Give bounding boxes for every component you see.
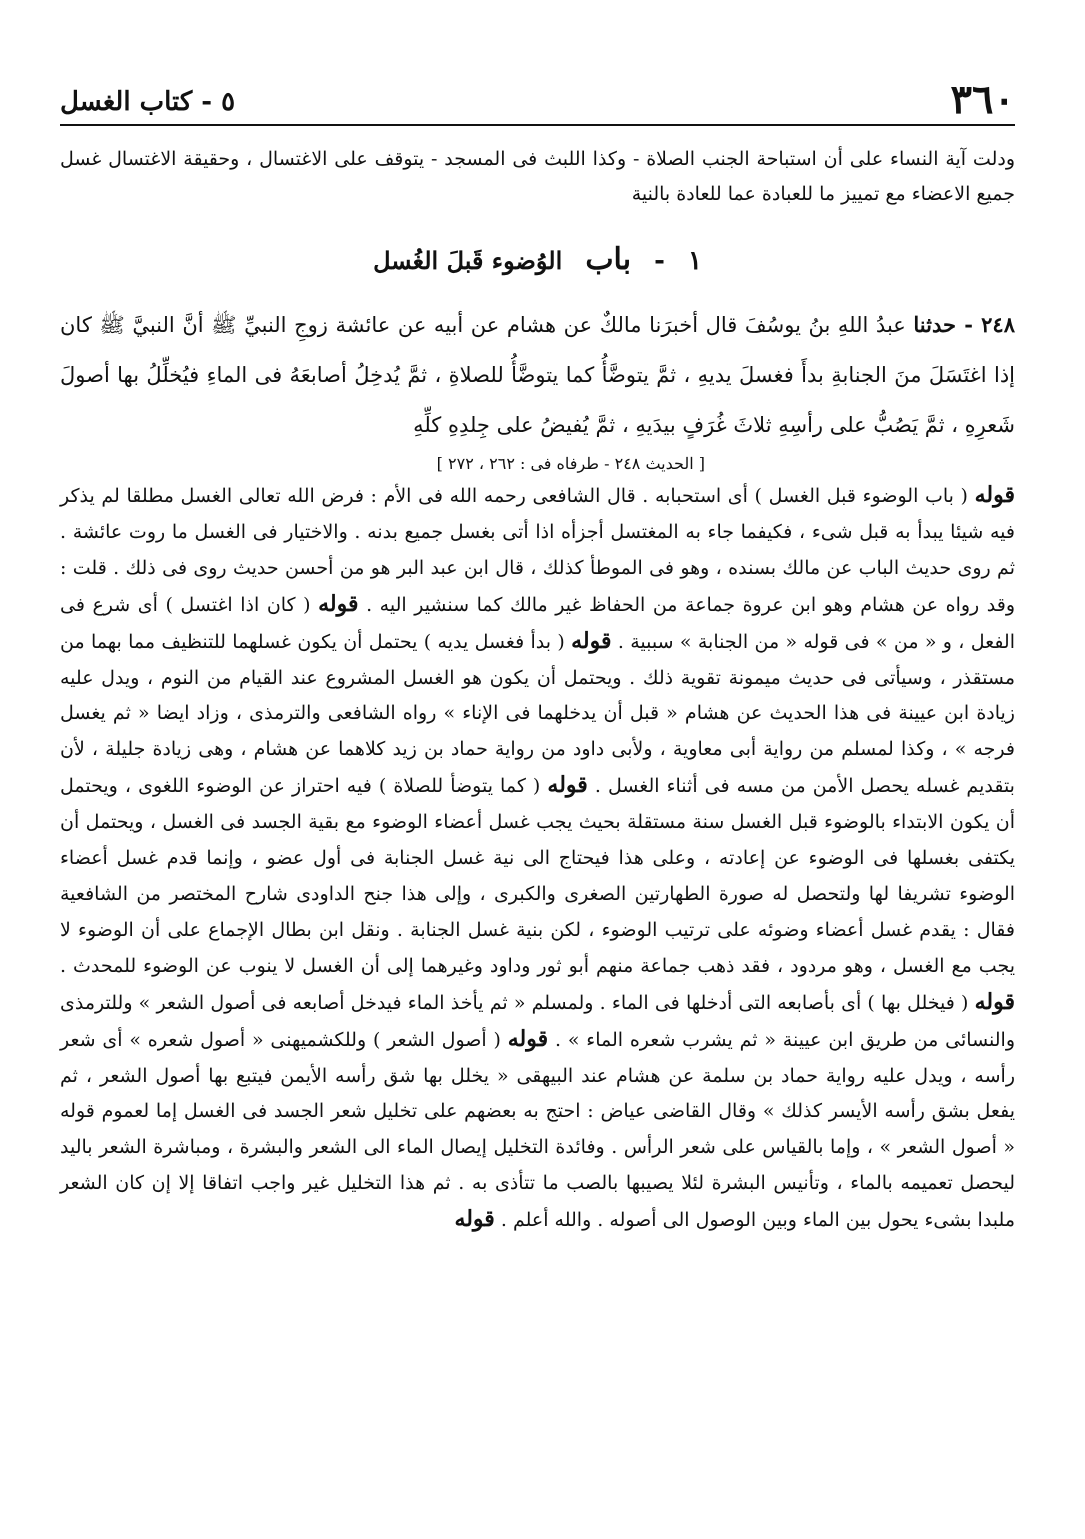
chapter-label: باب [585, 242, 632, 277]
chapter-title: الوُضوء قَبلَ الغُسل [373, 246, 563, 275]
page-header [60, 78, 1015, 126]
hadith-number: ٢٤٨ - حدثنا [913, 312, 1015, 337]
book-title: ٥ - كتاب الغسل [60, 87, 236, 117]
qawluh-marker: قوله [974, 988, 1015, 1015]
hadith-text-block [60, 300, 1015, 450]
intro-paragraph [60, 142, 1015, 212]
commentary-segment: ( فيخلل بها ) أى بأصابعه التى أدخلها فى الماء . ولمسلم « ثم يأخذ الماء فيدخل أصابعه فى أصول الشعر » وللترمذى والنسائى من طريق ابن عيينة « ثم يشرب شعره الماء » . [60, 991, 1016, 1051]
commentary-segment: ( أصول الشعر ) وللكشميهنى « أصول شعره » أى شعر رأسه ، ويدل عليه رواية حماد بن سلمة عن هشام عند البيهقى « يخلل بها شق رأسه الأيمن فيتبع بها أصول الشعر ، ثم يفعل بشق رأسه الأيسر كذلك » وقال القاضى عياض : احتج به بعضهم على تخليل شعر الجسد فى الغسل إما لعموم قوله « أصول الشعر » ، وإما بالقياس على شعر الرأس . وفائدة التخليل إيصال الماء الى الشعر والبشرة ، ومباشرة الشعر باليد ليحصل تعميمه بالماء ، وتأنيس البشرة لئلا يصيبها بالصب ما تتأذى به . ثم هذا التخليل غير واجب اتفاقا إلا إن كان الشعر ملبدا بشىء يحول بين الماء وبين الوصول الى أصوله . والله أعلم . [60, 1028, 1015, 1232]
trailing-qawluh: قوله [454, 1206, 495, 1233]
qawluh-marker: قوله [571, 627, 612, 654]
chapter-number: ١ [687, 246, 702, 276]
hadith-body: عبدُ اللهِ بنُ يوسُفَ قال أخبرَنا مالكٌ عن هشام عن أبيه عن عائشة زوجِ النبيِّ ﷺ أنَّ النبيَّ ﷺ كان إذا اغتَسَلَ منَ الجنابةِ بدأَ فغسلَ يديهِ ، ثمَّ يتوضَّأُ كما يتوضَّأُ للصلاةِ ، ثمَّ يُدخِلُ أصابعَهُ فى الماءِ فيُخلِّلُ بها أصولَ شَعرِهِ ، ثمَّ يَصُبُّ على رأسِهِ ثلاثَ غُرَفٍ بيدَيهِ ، ثمَّ يُفيضُ على جِلدِهِ كلِّهِ [60, 313, 1016, 437]
qawluh-marker: قوله [974, 482, 1015, 508]
chapter-dash: - [654, 246, 665, 276]
page-number: ٣٦٠ [950, 76, 1015, 123]
qawluh-marker: قوله [547, 772, 588, 799]
hadith-reference: [ الحديث ٢٤٨ - طرفاه فى : ٢٦٢ ، ٢٧٢ ] [436, 454, 705, 473]
intro-text: ودلت آية النساء على أن استباحة الجنب الصلاة - وكذا اللبث فى المسجد - يتوقف على الاغتسال ، وحقيقة الاغتسال غسل جميع الاعضاء مع تمييز ما للعبادة عما للعادة بالنية [60, 148, 1015, 205]
commentary-segment: ( كما يتوضأ للصلاة ) فيه احتراز عن الوضوء اللغوى ، ويحتمل أن يكون الابتداء بالوضوء قبل الغسل سنة مستقلة بحيث يجب غسل أعضاء الوضوء مع بقية الجسد فى الغسل ، ويحتمل أن يكتفى بغسلها فى الوضوء عن إعادته ، وعلى هذا فيحتاج الى نية غسل الجنابة فى أول عضو ، وإنما قدم غسل أعضاء الوضوء تشريفا لها ولتحصل له صورة الطهارتين الصغرى والكبرى ، وإلى هذا جنح الداودى شارح المختصر من الشافعية فقال : يقدم غسل أعضاء وضوئه على ترتيب الوضوء ، لكن بنية غسل الجنابة . ونقل ابن بطال الإجماع على أن الوضوء لا يجب مع الغسل ، وهو مردود ، فقد ذهب جماعة منهم أبو ثور وداود وغيرهما إلى أن الغسل لا ينوب عن الوضوء للمحدث . [60, 775, 1015, 977]
commentary-segment: ( كان اذا اغتسل ) أى شرع فى الفعل ، و « من » فى قوله « من الجنابة » سببية . [60, 593, 1016, 653]
commentary-segment: ( باب الوضوء قبل الغسل ) أى استحبابه . قال الشافعى رحمه الله فى الأم : فرض الله تعالى الغسل مطلقا لم يذكر فيه شيئا يبدأ به قبل شىء ، فكيفما جاء به المغتسل أجزأه اذا أتى بغسل جميع بدنه . والاختيار فى الغسل ما روت عائشة . ثم روى حديث الباب عن مالك بسنده ، وهو فى الموطأ كذلك ، قال ابن عبد البر هو من أحسن حديث روى فى ذلك . قلت : وقد رواه عن هشام وهو ابن عروة جماعة من الحفاظ غير مالك كما سنشير اليه . [60, 485, 1016, 616]
qawluh-marker: قوله [507, 1025, 549, 1052]
commentary-block [60, 478, 1015, 1239]
chapter-heading [60, 238, 1015, 282]
commentary-segment: ( بدأ فغسل يديه ) يحتمل أن يكون غسلهما للتنظيف مما بهما من مستقذر ، وسيأتى فى حديث ميمونة تقوية ذلك . ويحتمل أن يكون هو الغسل المشروع عند القيام من النوم ، ويدل عليه زيادة ابن عيينة فى هذا الحديث عن هشام « قبل أن يدخلهما فى الإناء » رواه الشافعى والترمذى ، وزاد ايضا « ثم يغسل فرجه » ، وكذا لمسلم من رواية أبى معاوية ، ولأبى داود من رواية حماد بن زيد كلاهما عن هشام ، وهى زيادة جليلة ، لأن بتقديم غسله يحصل الأمن من مسه فى أثناء الغسل . [60, 630, 1015, 798]
qawluh-marker: قوله [318, 590, 359, 617]
